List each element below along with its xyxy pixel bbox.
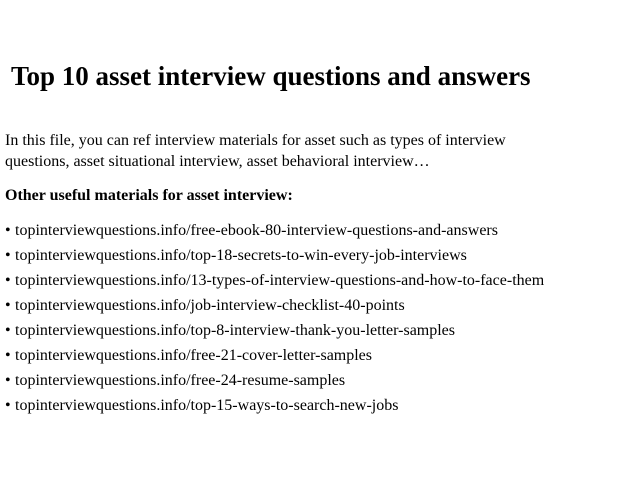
link-text: topinterviewquestions.info/free-ebook-80-interview-questions-and-answers: [15, 222, 498, 239]
page-title: Top 10 asset interview questions and answers: [11, 61, 531, 91]
bullet-icon: •: [5, 272, 11, 289]
link-text: topinterviewquestions.info/13-types-of-interview-questions-and-how-to-face-them: [15, 272, 545, 289]
link-text: topinterviewquestions.info/top-8-interview-thank-you-letter-samples: [15, 322, 456, 339]
list-item: [5, 268, 544, 293]
intro-line-1: In this file, you can ref interview materials for asset such as types of interview: [5, 132, 506, 149]
link-text: topinterviewquestions.info/top-18-secrets-to-win-every-job-interviews: [15, 247, 467, 264]
materials-subheading: Other useful materials for asset interview:: [5, 187, 293, 204]
bullet-icon: •: [5, 397, 11, 414]
list-item: [5, 243, 544, 268]
link-text: topinterviewquestions.info/top-15-ways-to-search-new-jobs: [15, 397, 399, 414]
list-item: [5, 218, 544, 243]
bullet-icon: •: [5, 222, 11, 239]
list-item: [5, 343, 544, 368]
list-item: [5, 293, 544, 318]
list-item: [5, 318, 544, 343]
list-item: [5, 393, 544, 418]
bullet-icon: •: [5, 372, 11, 389]
bullet-icon: •: [5, 322, 11, 339]
bullet-icon: •: [5, 297, 11, 314]
link-text: topinterviewquestions.info/free-21-cover-letter-samples: [15, 347, 373, 364]
materials-link-list: [5, 218, 544, 418]
intro-line-2: questions, asset situational interview, asset behavioral interview…: [5, 153, 430, 170]
list-item: [5, 368, 544, 393]
intro-paragraph: [5, 130, 605, 172]
bullet-icon: •: [5, 247, 11, 264]
bullet-icon: •: [5, 347, 11, 364]
link-text: topinterviewquestions.info/job-interview-checklist-40-points: [15, 297, 405, 314]
link-text: topinterviewquestions.info/free-24-resume-samples: [15, 372, 346, 389]
